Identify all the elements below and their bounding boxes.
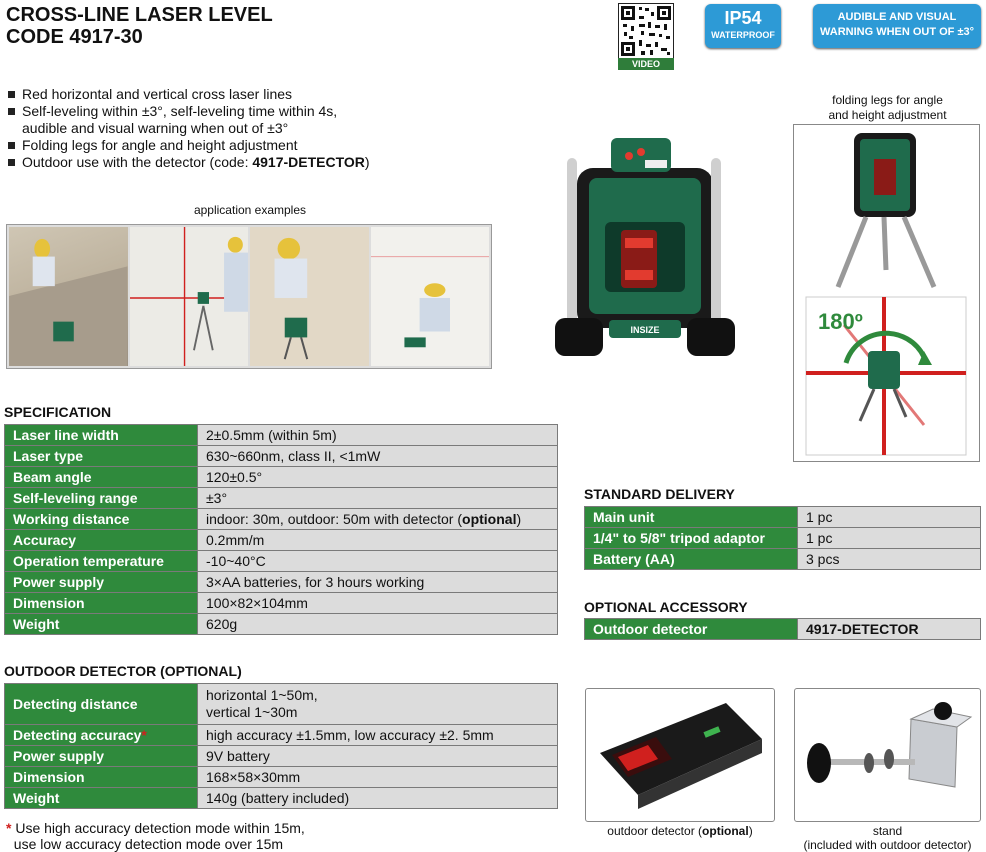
warning-badge [813, 4, 981, 48]
page-title [6, 4, 273, 48]
feature-item: Red horizontal and vertical cross laser lines [8, 86, 428, 103]
delivery-value: 3 pcs [798, 549, 981, 570]
folding-legs-panel [793, 124, 980, 462]
table-row [5, 593, 558, 614]
spec-value: 620g [198, 614, 558, 635]
spec-key: Dimension [5, 767, 198, 788]
laser-level-image [545, 130, 745, 370]
feature-list [8, 86, 428, 171]
note-line-1: Use high accuracy detection mode within 15m, [15, 820, 305, 836]
wall-worker-photo [250, 227, 369, 366]
spec-value: high accuracy ±1.5mm, low accuracy ±2. 5mm [198, 725, 558, 746]
spec-key: Weight [5, 788, 198, 809]
spec-key: Operation temperature [5, 551, 198, 572]
delivery-key: Battery (AA) [585, 549, 798, 570]
accessory-value: 4917-DETECTOR [798, 619, 981, 640]
table-row [5, 725, 558, 746]
table-row [5, 746, 558, 767]
stand-caption-line-2: (included with outdoor detector) [803, 838, 972, 852]
spec-value: horizontal 1~50m, vertical 1~30m [198, 684, 558, 725]
rotation-label: 180º [818, 309, 863, 334]
spec-value: ±3° [198, 488, 558, 509]
warning-badge-line-2: WARNING WHEN OUT OF ±3° [819, 26, 975, 38]
table-row [5, 425, 558, 446]
table-row [5, 684, 558, 725]
kneeling-worker-photo [371, 227, 490, 366]
title-line-2: CODE 4917-30 [6, 26, 143, 48]
table-row [5, 530, 558, 551]
spec-key: Power supply [5, 572, 198, 593]
spec-key: Laser line width [5, 425, 198, 446]
spec-key: Dimension [5, 593, 198, 614]
spec-key: Power supply [5, 746, 198, 767]
table-row [5, 767, 558, 788]
spec-value: 9V battery [198, 746, 558, 767]
spec-key: Working distance [5, 509, 198, 530]
brand-logo: INSIZE [630, 325, 660, 335]
table-row [5, 788, 558, 809]
qr-video-label: VIDEO [618, 58, 674, 70]
legs-label-line-1: folding legs for angle [832, 93, 943, 107]
detector-caption: outdoor detector (optional) [607, 824, 753, 838]
spec-value: 100×82×104mm [198, 593, 558, 614]
table-row [5, 572, 558, 593]
standard-delivery-table [584, 506, 981, 570]
standard-delivery-title: STANDARD DELIVERY [584, 486, 735, 502]
spec-value: 630~660nm, class II, <1mW [198, 446, 558, 467]
spec-key: Accuracy [5, 530, 198, 551]
delivery-value: 1 pc [798, 507, 981, 528]
spec-value: -10~40°C [198, 551, 558, 572]
table-row [585, 507, 981, 528]
spec-key: Beam angle [5, 467, 198, 488]
qr-code-icon[interactable] [618, 3, 674, 59]
outdoor-detector-table [4, 683, 558, 809]
table-row [585, 619, 981, 640]
delivery-key: 1/4" to 5/8" tripod adaptor [585, 528, 798, 549]
outdoor-detector-image [585, 688, 775, 822]
spec-value: 168×58×30mm [198, 767, 558, 788]
table-row [585, 549, 981, 570]
stand-caption-line-1: stand [872, 824, 903, 838]
worker-floor-photo [9, 227, 128, 366]
feature-item: Folding legs for angle and height adjustment [8, 137, 428, 154]
spec-key: Weight [5, 614, 198, 635]
warning-badge-line-1: AUDIBLE AND VISUAL [837, 11, 957, 23]
table-row [5, 551, 558, 572]
note-line-2: use low accuracy detection mode over 15m [13, 836, 284, 852]
accessory-key: Outdoor detector [585, 619, 798, 640]
note-star: * [6, 820, 12, 836]
feature-item: Outdoor use with the detector (code: 4917-DETECTOR) [8, 154, 428, 171]
spec-value: 0.2mm/m [198, 530, 558, 551]
delivery-key: Main unit [585, 507, 798, 528]
specification-table [4, 424, 558, 635]
spec-key: Detecting distance [5, 684, 198, 725]
optional-accessory-title: OPTIONAL ACCESSORY [584, 599, 748, 615]
spec-value: indoor: 30m, outdoor: 50m with detector (optional) [198, 509, 558, 530]
legs-label [795, 93, 980, 123]
tripod-laser-photo [130, 227, 249, 366]
spec-key: Self-leveling range [5, 488, 198, 509]
table-row [5, 509, 558, 530]
stand-image [794, 688, 981, 822]
table-row [585, 528, 981, 549]
feature-item: Self-leveling within ±3°, self-leveling time within 4s, audible and visual warning when out of ±3° [8, 103, 428, 137]
stand-caption [794, 824, 981, 852]
accuracy-note [6, 820, 305, 852]
optional-accessory-table [584, 618, 981, 640]
application-examples-label: application examples [193, 203, 307, 217]
spec-key: Detecting accuracy* [5, 725, 198, 746]
outdoor-detector-title: OUTDOOR DETECTOR (OPTIONAL) [4, 663, 242, 679]
waterproof-text: WATERPROOF [711, 30, 775, 40]
specification-title: SPECIFICATION [4, 404, 112, 420]
table-row [5, 446, 558, 467]
table-row [5, 614, 558, 635]
delivery-value: 1 pc [798, 528, 981, 549]
application-photos [6, 224, 492, 369]
table-row [5, 488, 558, 509]
ip54-badge [705, 4, 781, 48]
spec-value: 140g (battery included) [198, 788, 558, 809]
spec-value: 3×AA batteries, for 3 hours working [198, 572, 558, 593]
legs-label-line-2: and height adjustment [828, 108, 947, 122]
spec-key: Laser type [5, 446, 198, 467]
table-row [5, 467, 558, 488]
title-line-1: CROSS-LINE LASER LEVEL [6, 4, 273, 26]
spec-value: 2±0.5mm (within 5m) [198, 425, 558, 446]
spec-value: 120±0.5° [198, 467, 558, 488]
ip54-text: IP54 [724, 8, 762, 28]
